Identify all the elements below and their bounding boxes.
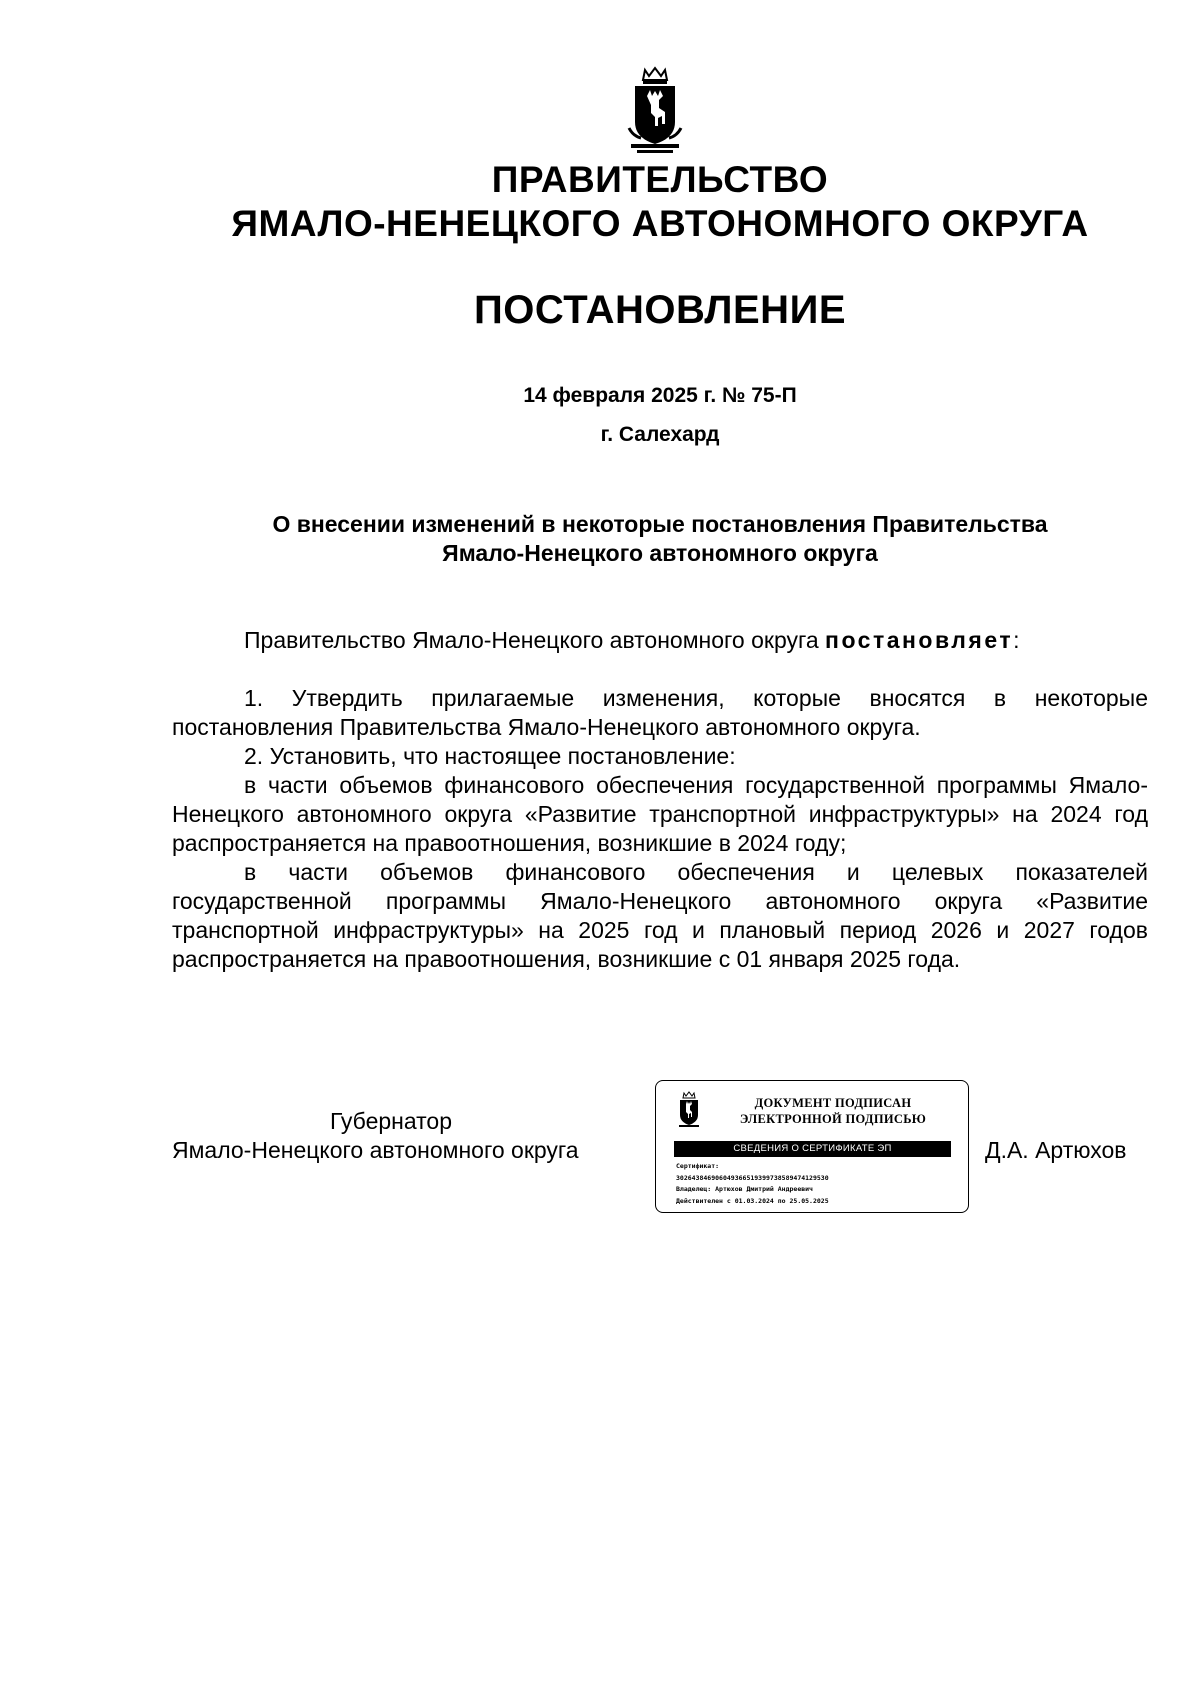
intro-lead: Правительство Ямало-Ненецкого автономного округа xyxy=(244,627,826,653)
stamp-certificate-info xyxy=(676,1161,961,1207)
signatory-title-line2: Ямало-Ненецкого автономного округа xyxy=(172,1137,579,1163)
stamp-coat-of-arms-icon xyxy=(676,1091,702,1129)
intro-paragraph xyxy=(172,626,1148,655)
certificate-label: Сертификат: xyxy=(676,1162,720,1170)
decree-subject xyxy=(170,510,1150,568)
stamp-certificate-bar: СВЕДЕНИЯ О СЕРТИФИКАТЕ ЭП xyxy=(674,1141,951,1157)
decree-city: г. Салехард xyxy=(600,423,720,446)
government-name-line1: ПРАВИТЕЛЬСТВО xyxy=(491,159,829,200)
intro-tail: : xyxy=(1013,627,1020,653)
signatory-title-line1: Губернатор xyxy=(330,1108,453,1134)
decree-body xyxy=(172,684,1148,974)
certificate-value: 3026438469060493665193997385894741295З0 xyxy=(676,1173,829,1182)
stamp-header-line1: ДОКУМЕНТ ПОДПИСАН xyxy=(754,1096,912,1110)
body-paragraph-3: в части объемов финансового обеспечения государственной программы Ямало-Ненецкого автономного округа «Развитие транспортной инфраструктуры» на 2024 год распространяется на правоотношения, возникшие в 2024 году; xyxy=(172,772,1148,856)
body-paragraph-1: 1. Утвердить прилагаемые изменения, которые вносятся в некоторые постановления Правительства Ямало-Ненецкого автономного округа. xyxy=(172,685,1148,740)
subject-line2: Ямало-Ненецкого автономного округа xyxy=(442,540,878,566)
signatory-title xyxy=(172,1107,579,1165)
government-name-line2: ЯМАЛО-НЕНЕЦКОГО АВТОНОМНОГО ОКРУГА xyxy=(231,203,1089,244)
subject-line1: О внесении изменений в некоторые постановления Правительства xyxy=(272,511,1048,537)
intro-spaced: постановляет xyxy=(825,627,1014,653)
document-type-title: ПОСТАНОВЛЕНИЕ xyxy=(473,288,846,332)
certificate-validity: Действителен с 01.03.2024 по 25.05.2025 xyxy=(676,1196,829,1205)
decree-date-number: 14 февраля 2025 г. № 75-П xyxy=(523,384,797,407)
coat-of-arms-icon xyxy=(623,66,687,154)
certificate-owner: Владелец: Артюхов Дмитрий Андреевич xyxy=(676,1185,813,1193)
electronic-signature-stamp xyxy=(655,1080,969,1213)
stamp-header-line2: ЭЛЕКТРОННОЙ ПОДПИСЬЮ xyxy=(739,1112,927,1126)
body-paragraph-4: в части объемов финансового обеспечения и целевых показателей государственной программы Ямало-Ненецкого автономного округа «Развитие транспортной инфраструктуры» на 2025 год и плановый период 2026 и 2027 годов распространяется на правоотношения, возникшие с 01 января 2025 года. xyxy=(172,859,1148,972)
stamp-header xyxy=(724,1095,942,1127)
body-paragraph-2: 2. Установить, что настоящее постановление: xyxy=(244,743,736,769)
signatory-name: Д.А. Артюхов xyxy=(985,1137,1127,1163)
